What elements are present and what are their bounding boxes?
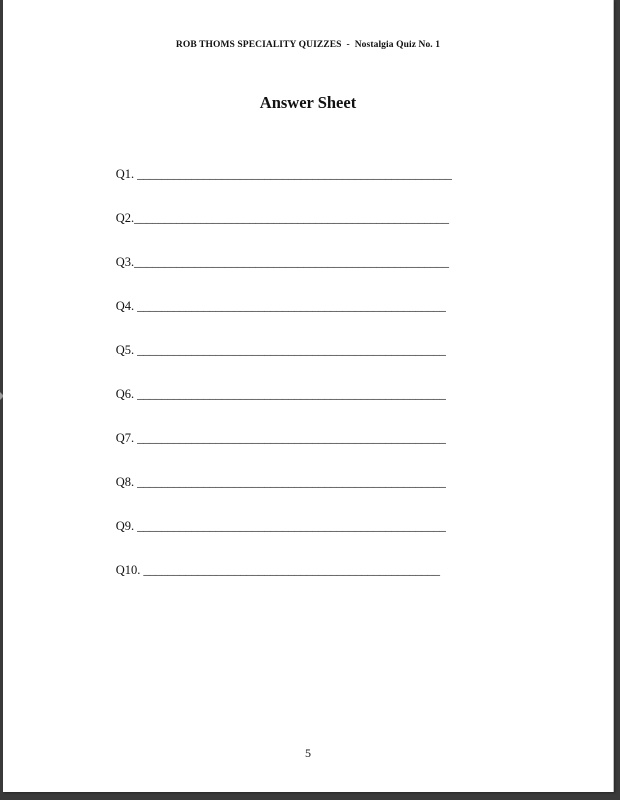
answer-label: Q4.: [115, 299, 135, 313]
answer-blank-line: ___________________________________________________: [134, 519, 446, 533]
answer-label: Q6.: [115, 387, 135, 401]
answer-blank-line: ___________________________________________________: [134, 387, 446, 401]
answer-row-q7: [97, 416, 537, 460]
page-title: Answer Sheet: [259, 93, 357, 112]
answer-label: Q8.: [115, 475, 135, 489]
answer-row-q9: [97, 504, 537, 548]
answer-row-q6: [97, 372, 537, 416]
answer-label: Q1.: [115, 167, 135, 181]
answer-row-q8: [97, 460, 537, 504]
answer-row-q2: [97, 196, 537, 240]
answer-row-q3: [97, 240, 537, 284]
answer-label: Q5.: [115, 343, 135, 357]
answer-label: Q9.: [115, 519, 135, 533]
answer-blank-line: ____________________________________________________: [134, 167, 452, 181]
answer-row-q4: [97, 284, 537, 328]
document-page: [3, 0, 614, 792]
answer-label: Q2.: [115, 211, 135, 225]
answer-blank-line: ____________________________________________________: [134, 211, 449, 225]
answer-label: Q7.: [115, 431, 135, 445]
running-header: ROB THOMS SPECIALITY QUIZZES - Nostalgia Quiz No. 1: [175, 40, 441, 50]
answer-list: [97, 152, 537, 592]
answer-blank-line: _________________________________________________: [140, 563, 440, 577]
answer-row-q1: [97, 152, 537, 196]
answer-row-q5: [97, 328, 537, 372]
answer-blank-line: ___________________________________________________: [134, 475, 446, 489]
answer-blank-line: ___________________________________________________: [134, 299, 446, 313]
answer-row-q10: [97, 548, 537, 592]
page-number: 5: [305, 746, 311, 760]
answer-label: Q3.: [115, 255, 135, 269]
answer-blank-line: ___________________________________________________: [134, 431, 446, 445]
answer-label: Q10.: [115, 563, 141, 577]
answer-blank-line: ___________________________________________________: [134, 343, 446, 357]
answer-blank-line: ____________________________________________________: [134, 255, 449, 269]
